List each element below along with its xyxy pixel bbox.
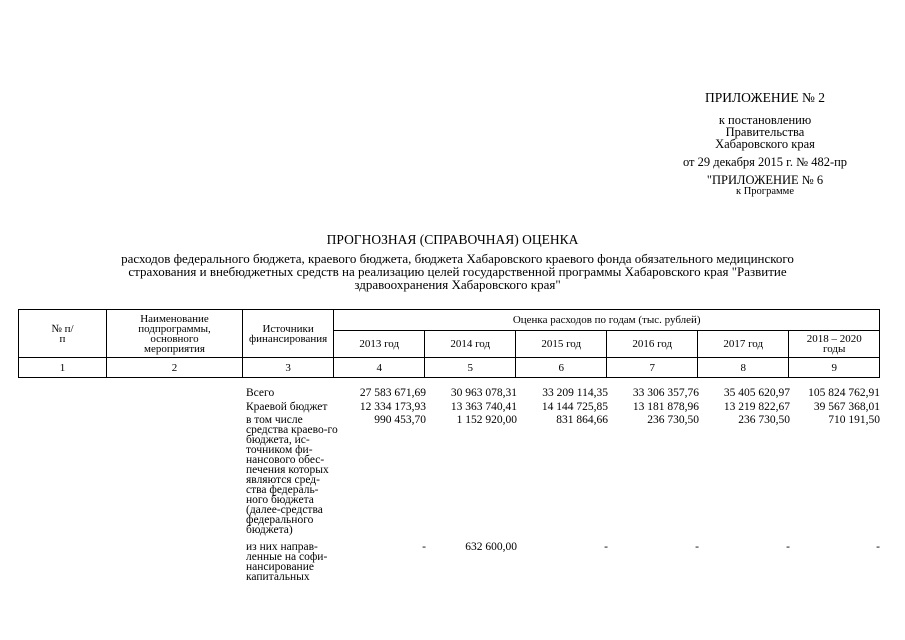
row-value: 13 363 740,41 xyxy=(450,401,517,413)
header-year: 2016 год xyxy=(607,331,698,358)
document-subtitle: расходов федерального бюджета, краевого бюджета, бюджета Хабаровского краевого фонда обязательного медицинского страхования и внебюджетных средств на реализацию целей государственной программы Хабаровского края "Развитие здравоохранения Хабаровского края" xyxy=(121,251,794,292)
row-value: - xyxy=(695,541,699,553)
row-value: 14 144 725,85 xyxy=(541,401,608,413)
row-source: из них направ-ленные на софи-нансирование капитальных xyxy=(246,541,328,583)
appendix-number: ПРИЛОЖЕНИЕ № 2 xyxy=(704,90,826,105)
header-year: 2018 – 2020 годы xyxy=(789,331,880,358)
table-row xyxy=(18,535,883,582)
column-index: 9 xyxy=(789,358,880,378)
row-value: 39 567 368,01 xyxy=(813,401,880,413)
column-index: 4 xyxy=(334,358,425,378)
row-value: - xyxy=(786,541,790,553)
appendix-date-line: от 29 декабря 2015 г. № 482-пр xyxy=(682,155,848,169)
row-value: 12 334 173,93 xyxy=(359,401,426,413)
row-value: 13 219 822,67 xyxy=(723,401,790,413)
header-number: № п/п xyxy=(19,310,107,358)
header-year: 2013 год xyxy=(334,331,425,358)
appendix-government-line: Правительства xyxy=(725,125,805,139)
row-value: 35 405 620,97 xyxy=(723,387,790,399)
appendix-decree-line: к постановлению xyxy=(718,113,812,127)
document-title: ПРОГНОЗНАЯ (СПРАВОЧНАЯ) ОЦЕНКА xyxy=(326,232,579,247)
appendix-region-line: Хабаровского края xyxy=(715,137,815,151)
table-row xyxy=(18,401,883,415)
column-index: 7 xyxy=(607,358,698,378)
header-year: 2015 год xyxy=(516,331,607,358)
row-value: 105 824 762,91 xyxy=(808,387,880,399)
row-source: в том числе средства краево-го бюджета, ис-точником фи-нансового обес-печения которых являются сред-ства федераль-ного бюджета (далее-средства федерального бюджета) xyxy=(246,414,338,536)
row-source: Всего xyxy=(246,387,275,399)
appendix-program-number: "ПРИЛОЖЕНИЕ № 6 xyxy=(706,173,824,187)
estimate-table-header xyxy=(18,309,880,378)
row-value: 33 306 357,76 xyxy=(632,387,699,399)
table-row xyxy=(18,415,883,535)
header-source: Источники финансирования xyxy=(243,310,334,358)
column-index: 5 xyxy=(425,358,516,378)
row-value: 27 583 671,69 xyxy=(359,387,426,399)
row-value: 236 730,50 xyxy=(647,414,699,426)
column-index: 2 xyxy=(107,358,243,378)
row-source: Краевой бюджет xyxy=(246,401,328,413)
row-value: - xyxy=(604,541,608,553)
row-value: - xyxy=(422,541,426,553)
row-value: 831 864,66 xyxy=(556,414,608,426)
row-value: - xyxy=(876,541,880,553)
column-index: 8 xyxy=(698,358,789,378)
header-year: 2017 год xyxy=(698,331,789,358)
row-value: 1 152 920,00 xyxy=(456,414,517,426)
header-name: Наименование подпрограммы, основного мероприятия xyxy=(107,310,243,358)
row-value: 30 963 078,31 xyxy=(450,387,517,399)
header-estimate: Оценка расходов по годам (тыс. рублей) xyxy=(334,310,880,331)
row-value: 33 209 114,35 xyxy=(542,387,608,399)
row-value: 990 453,70 xyxy=(374,414,426,426)
appendix-program-line: к Программе xyxy=(736,186,794,197)
row-value: 632 600,00 xyxy=(465,541,517,553)
row-value: 13 181 878,96 xyxy=(632,401,699,413)
row-value: 710 191,50 xyxy=(828,414,880,426)
column-index: 6 xyxy=(516,358,607,378)
appendix-block xyxy=(600,90,905,198)
table-row xyxy=(18,385,883,401)
row-value: 236 730,50 xyxy=(738,414,790,426)
header-year: 2014 год xyxy=(425,331,516,358)
estimate-table-body xyxy=(18,385,883,582)
column-index: 1 xyxy=(19,358,107,378)
column-index: 3 xyxy=(243,358,334,378)
